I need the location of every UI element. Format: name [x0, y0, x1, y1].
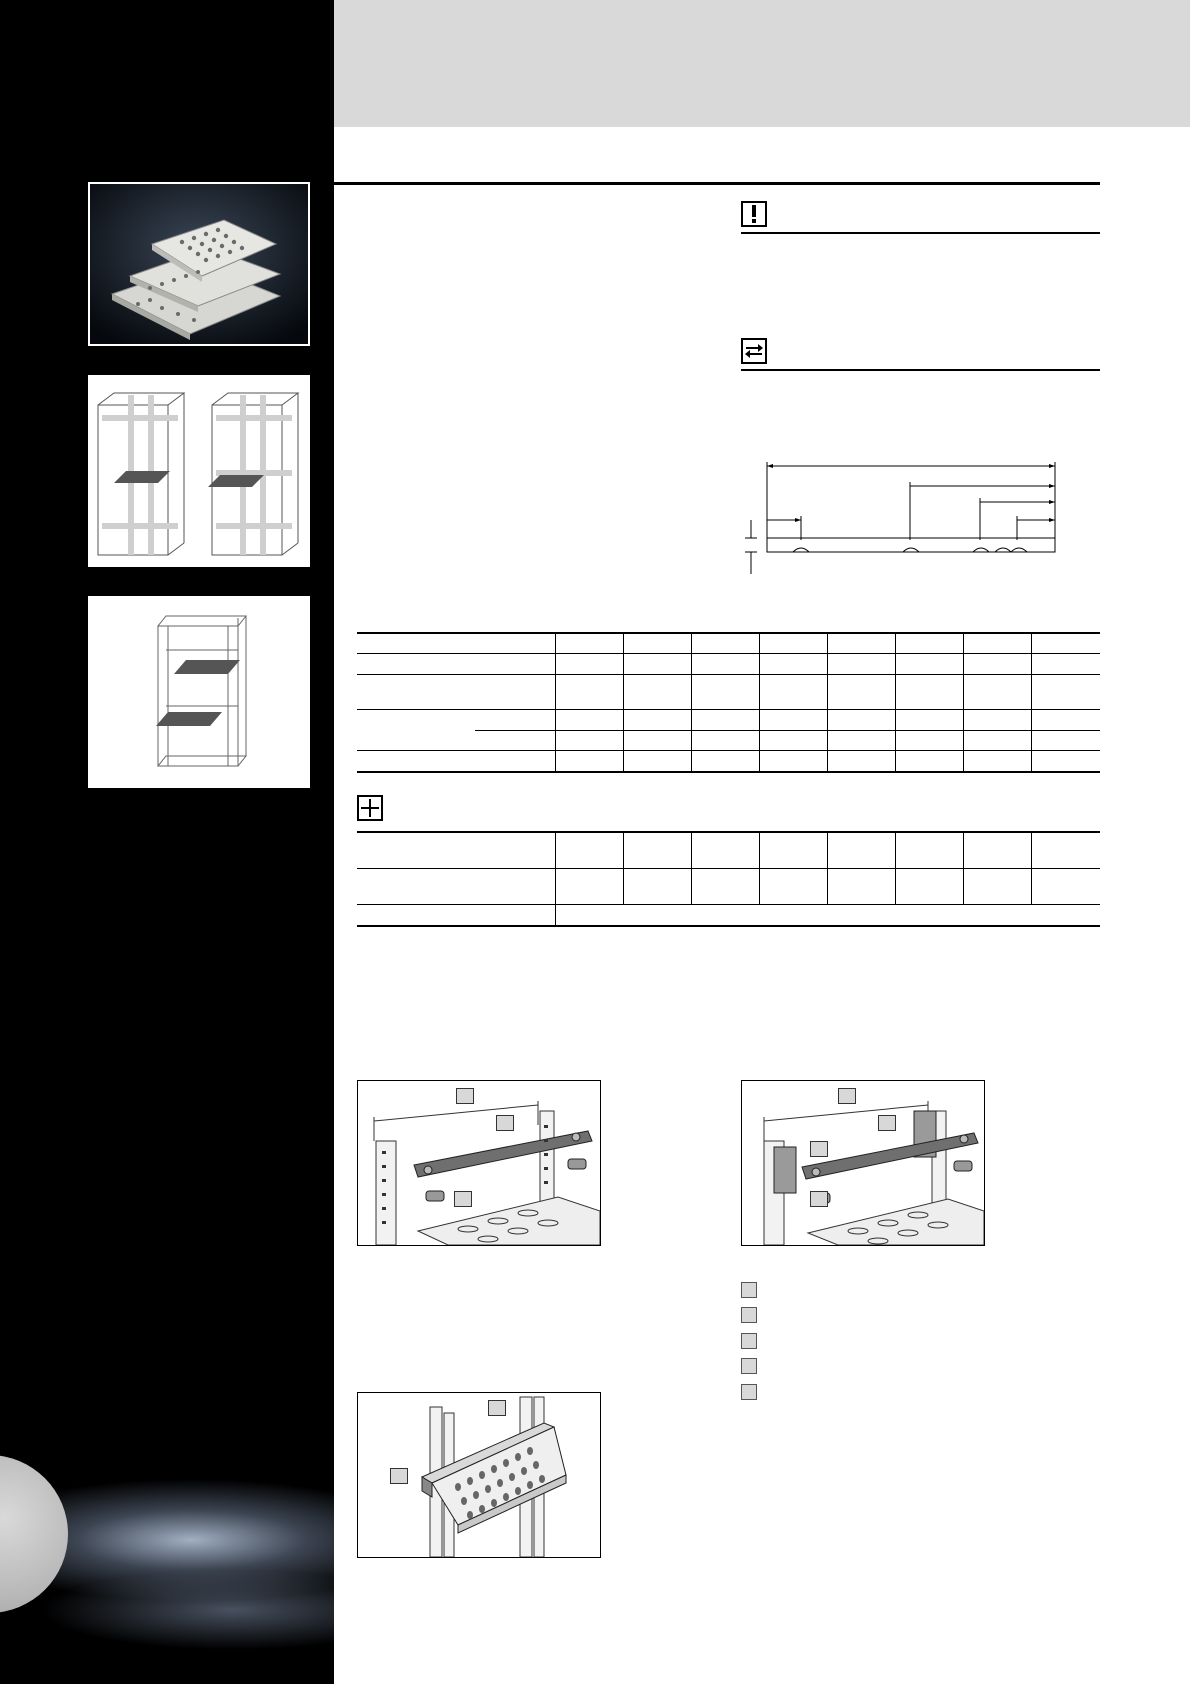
- legend-marker: [741, 1358, 757, 1374]
- main-table-col-divider: [623, 632, 624, 772]
- product-photo: [88, 182, 310, 346]
- main-table-top-rule: [357, 632, 1100, 634]
- attention-section-icon: [741, 201, 767, 227]
- main-table-bottom-rule: [357, 771, 1100, 773]
- legend-marker: [741, 1307, 757, 1323]
- top-rule: [334, 182, 1100, 185]
- callout-marker: [838, 1088, 856, 1104]
- accessories-table-col-divider: [623, 831, 624, 905]
- assembly-figure-1: [357, 1080, 601, 1246]
- main-table-row-rule: [357, 674, 1100, 675]
- main-table-col-divider: [963, 632, 964, 772]
- accessories-table-bottom-rule: [357, 925, 1100, 927]
- callout-marker: [390, 1468, 408, 1484]
- main-table-row-rule: [475, 730, 1100, 731]
- legend-marker: [741, 1333, 757, 1349]
- callout-marker: [810, 1191, 828, 1207]
- rail-mounting-illustration: [358, 1081, 600, 1245]
- accessories-table-top-rule: [357, 831, 1100, 833]
- callout-marker: [488, 1400, 506, 1416]
- legend-marker: [741, 1384, 757, 1400]
- accessories-table-col-divider: [895, 831, 896, 905]
- callout-marker: [496, 1115, 514, 1131]
- main-table-col-divider: [1031, 632, 1032, 772]
- main-table-row-rule: [357, 709, 1100, 710]
- attention-rule: [741, 232, 1100, 234]
- assembly-figure-2: [741, 1080, 985, 1246]
- frame-shelf-illustration: [88, 596, 310, 788]
- frame-drawing: [88, 596, 310, 788]
- callout-marker: [878, 1115, 896, 1131]
- dimension-drawing: [745, 460, 1065, 580]
- enclosure-frame-illustration: [88, 375, 310, 567]
- main-table-col-divider: [555, 632, 556, 772]
- accessories-table-col-divider: [827, 831, 828, 905]
- main-table-col-divider: [827, 632, 828, 772]
- header-band: [334, 0, 1190, 127]
- main-table-col-divider: [759, 632, 760, 772]
- main-table-row-rule: [357, 750, 1100, 751]
- accessories-table-col-divider: [963, 831, 964, 905]
- main-table-col-divider: [691, 632, 692, 772]
- sidebar-glow-lower: [40, 1570, 334, 1650]
- swap-arrows-icon: [745, 343, 763, 359]
- bracket-rail-mounting-illustration: [742, 1081, 984, 1245]
- dimensions-section-icon: [741, 338, 767, 364]
- accessories-table-col-divider: [691, 831, 692, 905]
- accessories-table-col-divider: [759, 831, 760, 905]
- accessories-table-col-divider: [1031, 831, 1032, 905]
- plus-icon: [361, 799, 379, 817]
- legend-marker: [741, 1282, 757, 1298]
- dimensions-rule: [741, 369, 1100, 371]
- main-table-col-divider: [895, 632, 896, 772]
- accessories-section-icon: [357, 795, 383, 821]
- exclamation-icon: [749, 205, 759, 223]
- callout-marker: [454, 1191, 472, 1207]
- callout-marker: [810, 1141, 828, 1157]
- main-table-row-rule: [357, 653, 1100, 654]
- accessories-table-row-rule: [357, 868, 1100, 869]
- enclosure-drawing: [88, 375, 310, 567]
- mounting-plates-photo: [90, 184, 308, 344]
- callout-marker: [456, 1088, 474, 1104]
- accessories-table-row-rule: [357, 904, 1100, 905]
- accessories-table-col-divider: [555, 831, 556, 926]
- assembly-figure-3: [357, 1392, 601, 1558]
